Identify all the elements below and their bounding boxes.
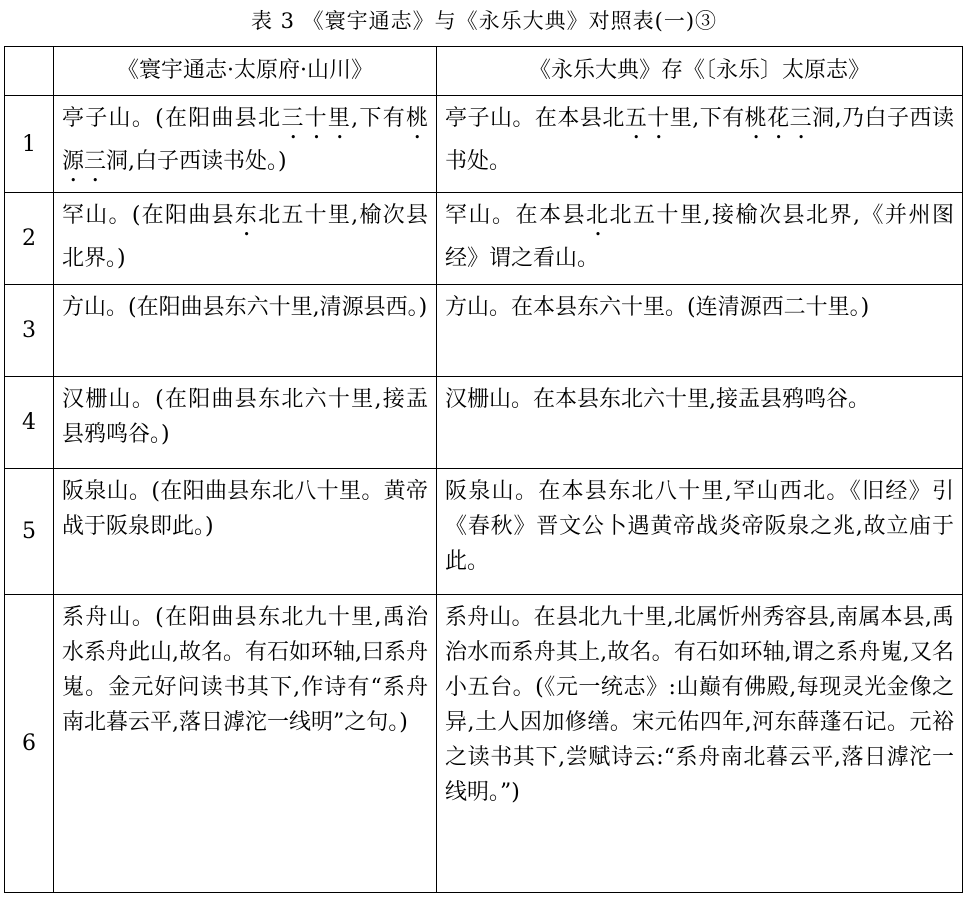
cell-huanyu-tongzhi [54,377,437,469]
text-segment: 阪泉山。在本县东北八十里,罕山西北。《旧经》引《春秋》晋文公卜遇黄帝战炎帝阪泉之兆,故立庙于此。 [445,479,954,574]
row-number: 5 [5,469,54,595]
emphasized-text: 三十里 [281,106,352,131]
text-segment: ,下有 [351,106,406,131]
header-cell-index [5,47,54,96]
cell-text [445,198,954,276]
emphasized-text: 桃源三 [62,106,428,174]
text-segment: 亭子山。在本县北 [445,106,625,131]
cell-yongle-dadian [437,377,963,469]
table-row [5,193,963,285]
cell-yongle-dadian [437,96,963,193]
cell-text [445,290,954,325]
text-segment: 阪泉山。(在阳曲县东北八十里。黄帝战于阪泉即此。) [62,479,428,539]
cell-text [445,382,954,417]
table-row [5,96,963,193]
row-number: 6 [5,595,54,893]
cell-text [62,198,428,276]
table-row [5,469,963,595]
cell-huanyu-tongzhi [54,285,437,377]
row-number: 3 [5,285,54,377]
text-segment: 系舟山。在县北九十里,北属忻州秀容县,南属本县,禹治水而系舟其上,故名。有石如环轴,谓之系舟嵬,又名小五台。(《元一统志》:山巅有佛殿,每现灵光金像之异,土人因加修缮。宋元佑四年,河东薛蓬石记。元裕之读书其下,尝赋诗云:“系舟南北暮云平,落日滹沱一线明。”) [445,605,954,805]
cell-huanyu-tongzhi [54,595,437,893]
cell-huanyu-tongzhi [54,469,437,595]
text-segment: 方山。(在阳曲县东六十里,清源县西。) [62,295,428,320]
table-row [5,285,963,377]
table-caption: 表 3 《寰宇通志》与《永乐大典》对照表(一)③ [250,9,718,33]
text-segment: 方山。在本县东六十里。(连清源西二十里。) [445,295,870,320]
text-segment: 洞,乃白子西读书处。 [445,106,954,174]
text-segment: 汉栅山。(在阳曲县东北六十里,接盂县鸦鸣谷。) [62,387,428,447]
cell-text [445,101,954,179]
cell-yongle-dadian [437,469,963,595]
text-segment: 系舟山。(在阳曲县东北九十里,禹治水系舟此山,故名。有石如环轴,曰系舟嵬。金元好问读书其下,作诗有“系舟南北暮云平,落日滹沱一线明”之句。) [62,605,428,735]
text-segment: 汉栅山。在本县东北六十里,接盂县鸦鸣谷。 [445,387,870,412]
header-cell-huanyu-tongzhi: 《寰宇通志·太原府·山川》 [54,47,437,96]
row-number: 4 [5,377,54,469]
cell-text [62,290,428,325]
header-cell-yongle-dadian: 《永乐大典》存《〔永乐〕太原志》 [437,47,963,96]
cell-huanyu-tongzhi [54,193,437,285]
text-segment: 亭子山。(在阳曲县北 [62,106,282,131]
row-number: 1 [5,96,54,193]
text-segment: 北五十里,榆次县北界。) [62,203,428,271]
cell-text [62,101,428,187]
table-body [5,96,963,893]
header-row [5,47,963,96]
text-segment: 罕山。在本县 [445,203,586,228]
table-row [5,377,963,469]
cell-text [62,474,428,544]
emphasized-text: 北 [586,203,610,228]
cell-text [62,382,428,452]
cell-yongle-dadian [437,193,963,285]
emphasized-text: 桃花三 [744,106,813,131]
text-segment: 里,下有 [669,106,745,131]
cell-text [445,600,954,810]
text-segment: 洞,白子西读书处。) [106,149,287,174]
text-segment: 北五十里,接榆次县北界,《并州图经》谓之看山。 [445,203,954,271]
table-row [5,595,963,893]
emphasized-text: 东 [234,203,259,228]
comparison-table [4,46,963,893]
emphasized-text: 五十 [624,106,670,131]
cell-yongle-dadian [437,595,963,893]
cell-huanyu-tongzhi [54,96,437,193]
cell-text [445,474,954,579]
cell-yongle-dadian [437,285,963,377]
row-number: 2 [5,193,54,285]
cell-text [62,600,428,740]
text-segment: 罕山。(在阳曲县 [62,203,235,228]
